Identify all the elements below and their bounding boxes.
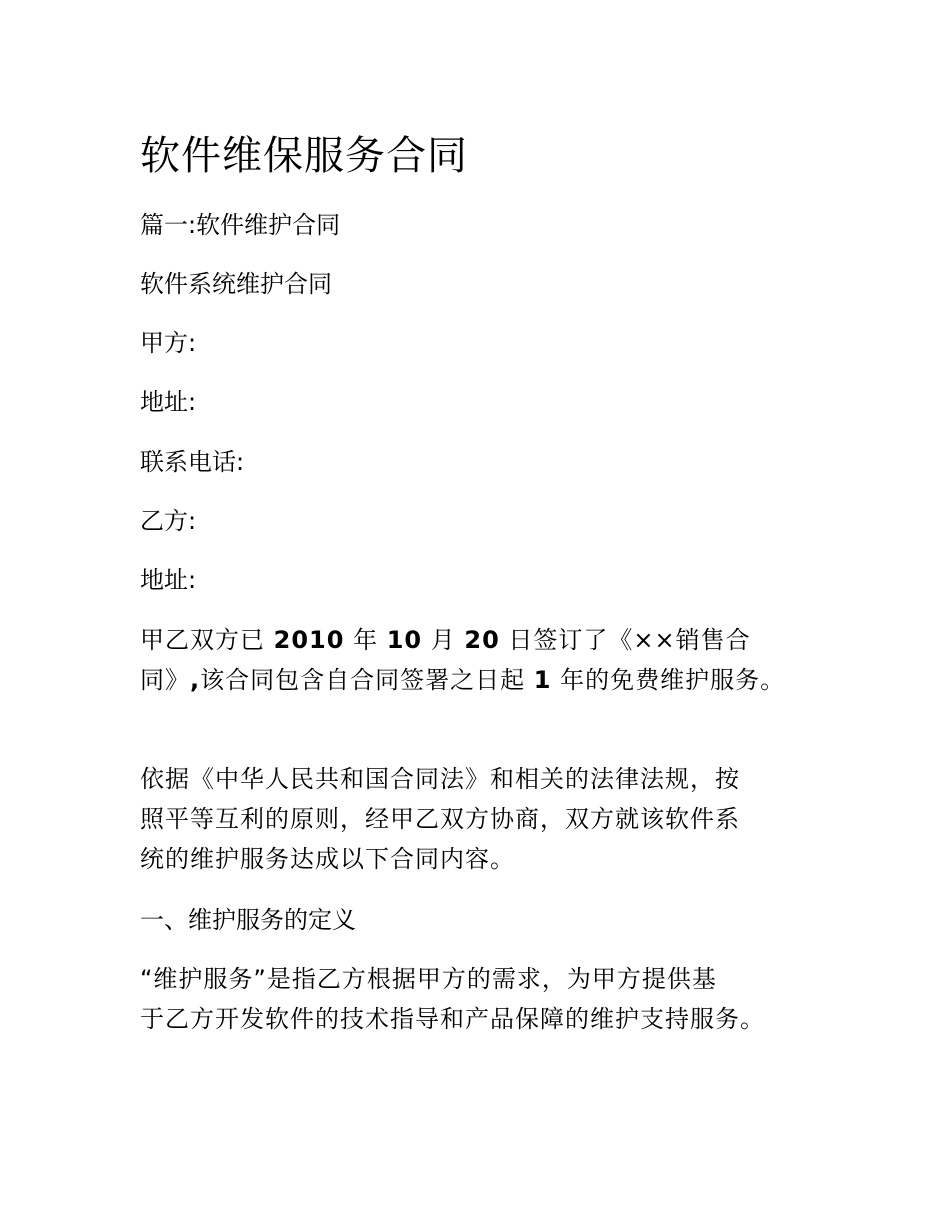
intro-paragraph (140, 620, 820, 700)
contract-year: 2010 (273, 626, 345, 654)
intro-text-8: 年的免费维护服务。 (551, 666, 786, 694)
clause-1-heading: 一、维护服务的定义 (140, 906, 356, 934)
contract-day: 20 (464, 626, 500, 654)
document-title: 软件维保服务合同 (140, 133, 468, 179)
basis-paragraph (140, 759, 820, 879)
clause-1-line-2: 于乙方开发软件的技术指导和产品保障的维护支持服务。 (140, 1005, 765, 1033)
basis-line-1: 依据《中华人民共和国合同法》和相关的法律法规，按 (140, 765, 740, 793)
clause-1-line-1: “维护服务”是指乙方根据甲方的需求，为甲方提供基 (140, 965, 717, 993)
intro-text-7: 该合同包含自合同签署之日起 (200, 666, 534, 694)
contract-name: 软件系统维护合同 (140, 270, 332, 298)
intro-text-5: 同》 (140, 666, 190, 694)
party-a-label: 甲方: (140, 329, 197, 357)
intro-comma: , (190, 666, 201, 694)
party-b-address-label: 地址: (140, 566, 197, 594)
free-service-years: 1 (533, 666, 552, 694)
intro-text-4: 日签订了《××销售合 (499, 626, 751, 654)
intro-text-2: 年 (344, 626, 387, 654)
party-a-address-label: 地址: (140, 388, 197, 416)
party-a-phone-label: 联系电话: (140, 448, 245, 476)
intro-text-1: 甲乙双方已 (140, 626, 274, 654)
clause-1-text (140, 959, 820, 1039)
party-b-label: 乙方: (140, 507, 197, 535)
intro-line-1 (140, 620, 820, 660)
basis-line-3: 统的维护服务达成以下合同内容。 (140, 845, 515, 873)
contract-month: 10 (386, 626, 423, 654)
section-heading: 篇一:软件维护合同 (140, 211, 341, 239)
basis-line-2: 照平等互利的原则，经甲乙双方协商，双方就该软件系 (140, 805, 740, 833)
intro-line-2 (140, 660, 820, 700)
intro-text-3: 月 (422, 626, 465, 654)
